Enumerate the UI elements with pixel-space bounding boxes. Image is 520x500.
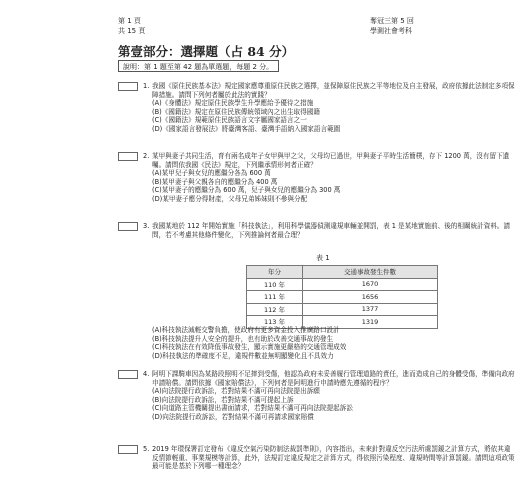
page-number: 第 1 頁 (118, 17, 141, 25)
year-cell: 110 年 (247, 278, 303, 291)
question-stem: 我國《原住民族基本法》規定國家應尊重原住民族之選擇，並保障原住民族之平等地位及自主發展，政府依據此法制定多項保障措施。請問下列何者屬於此法的實踐？ (152, 82, 515, 99)
section-title: 第壹部分：選擇題（占 84 分） (118, 44, 295, 59)
option-d: (D)某甲妻子應分得財產，父母兄弟姊妹則不參與分配 (152, 194, 308, 203)
answer-box[interactable] (118, 370, 138, 379)
exam-subject: 學測社會考科 (370, 27, 412, 35)
column-header-year: 年分 (247, 266, 303, 279)
question-number: 5. (143, 445, 150, 453)
option-c: (C)《國籍法》規範原住民族語言文字屬國家語言之一 (152, 116, 307, 125)
question-stem: 我國某地於 112 年開始實施「科技執法」，利用科學儀器偵測違規車輛並開罰，表 1 是某地實施前、後的相關統計資料。請問，若不考慮其他條件變化，下列推論何者最合理？ (152, 222, 511, 239)
option-d: (D)科技執法的準確度不足，違規件數並無明顯變化且不具效力 (152, 351, 334, 360)
answer-box[interactable] (118, 222, 138, 231)
question-number: 1. (143, 82, 150, 90)
option-b: (B)《國籍法》規定在原住民族傳統領域內之出生取得國籍 (152, 107, 320, 116)
option-b: (B)某甲妻子與父親各自的應繼分為 400 萬 (152, 177, 278, 186)
question-text (152, 445, 517, 471)
answer-box[interactable] (118, 152, 138, 161)
option-c: (C)科技執法在有效降低事故發生，顯示實施更嚴格的交通管理成效 (152, 343, 347, 352)
accident-table (246, 265, 438, 329)
count-cell: 1656 (302, 291, 437, 304)
page-total: 共 15 頁 (118, 27, 146, 35)
table-row (247, 291, 438, 304)
question-stem: 阿明下課騎車因為某路段照明不足摔到受傷，他認為政府未妥善履行管理道路的責任，進而造成自己的身體受傷，準備向政府申請賠償。請問依據《國家賠償法》，下列何者是阿明進行申請時應先遵循的程序？ (152, 370, 515, 387)
header-left (118, 16, 145, 36)
option-a: (A)科技執法減輕交警負擔，使政府有更多資金投入推廣路口設計 (152, 326, 340, 334)
count-cell: 1377 (302, 303, 437, 316)
option-a: (A)某甲兒子與女兒的應繼分各為 600 萬 (152, 169, 271, 178)
year-cell: 111 年 (247, 291, 303, 304)
option-d: (D)向法院提行政訴訟，若對結果不滿可再請求國家賠償 (152, 412, 314, 421)
column-header-count: 交通事故發生件數 (302, 266, 437, 279)
option-b: (B)向法院提行政訴訟，若對結果不滿可提起上訴 (152, 395, 294, 404)
year-cell: 113 年 (247, 316, 303, 329)
option-a: (A)向法院提行政訴訟，若對結果不滿可再向法院提出訴願 (152, 387, 320, 396)
option-a: (A)《身體法》規定原住民族學生升學應給予優待之措施 (152, 99, 314, 108)
question-number: 2. (143, 152, 150, 160)
option-c: (C)某甲妻子的應繼分為 600 萬，兒子與女兒的應繼分為 300 萬 (152, 186, 341, 195)
option-c: (C)向道路主管機關提出書面請求，若對結果不滿可再向法院提起訴訟 (152, 404, 353, 413)
table-caption: 表 1 (316, 254, 330, 262)
question-text (152, 222, 517, 239)
question-stem: 某甲與妻子共同生活，育有兩名成年子女甲與甲之父，父母均已過世，甲與妻子平時生活簡樸，存下 1200 萬，沒有留下遺囑。請問依我國《民法》規定，下列繼承情形何者正確？ (152, 152, 510, 169)
option-b: (B)科技執法提升人安全的提升，也有助於改善交通事故的發生 (152, 334, 334, 343)
table-header-row (247, 266, 438, 279)
question-text (152, 370, 517, 422)
options-list (152, 326, 517, 360)
option-d: (D)《國家語言發展法》將臺灣客語、臺灣手語納入國家語言範圍 (152, 124, 341, 133)
question-number: 3. (143, 222, 150, 230)
count-cell: 1670 (302, 278, 437, 291)
section-note: 說明：第 1 題至第 42 題為單選題，每題 2 分。 (118, 60, 279, 72)
table-row (247, 303, 438, 316)
count-cell: 1319 (302, 316, 437, 329)
exam-round: 奪冠三第 5 回 (370, 17, 414, 25)
question-text (152, 82, 517, 134)
question-text (152, 152, 517, 204)
year-cell: 112 年 (247, 303, 303, 316)
question-number: 4. (143, 370, 150, 378)
question-stem: 2019 年環保署訂定發布《違反空氣污染防制法裁罰準則》，內容指出，未來針對違反空污法所處罰鍰之計算方式，將依其違反情節輕重、事業規模等計算，此外，法規訂定違反規定之計算方式，得依照污染程度、違規時間等計算罰鍰。請問這項政策最可能是基於下列哪一種理念？ (152, 445, 515, 471)
answer-box[interactable] (118, 445, 138, 454)
header-right (370, 16, 414, 36)
table-row (247, 278, 438, 291)
answer-box[interactable] (118, 82, 138, 91)
